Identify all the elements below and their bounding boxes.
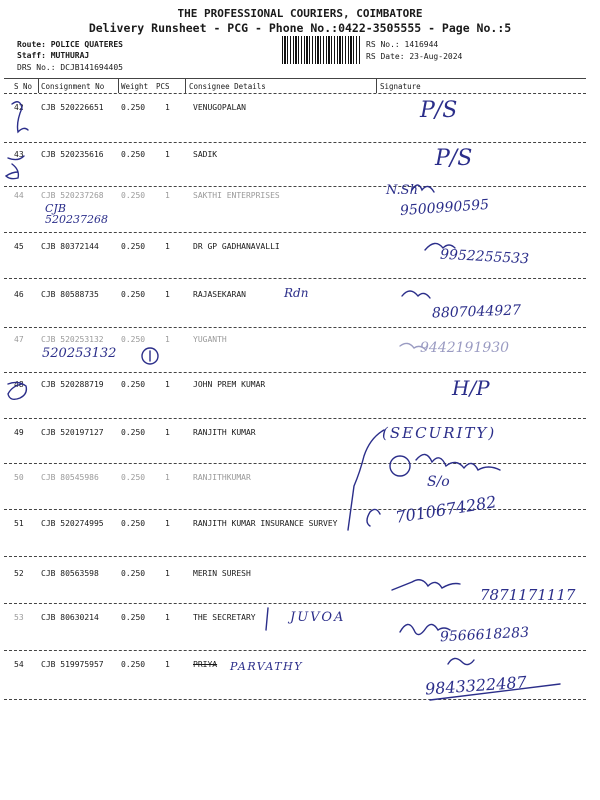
runsheet-title: Delivery Runsheet - PCG - Phone No.:0422-3505555 - Page No.:5 [88,21,512,35]
row-consignee: YUGANTH [193,335,227,344]
row-weight: 0.250 [121,380,146,389]
signature-phone: 8807044927 [431,302,522,322]
row-sno: 42 [14,103,24,112]
row-pcs: 1 [165,613,170,622]
row-consignee: JOHN PREM KUMAR [193,380,266,389]
row-consignment: CJB 80588735 [41,290,99,299]
row-consignment: CJB 520197127 [41,428,104,437]
signature-phone: 7010674282 [394,492,498,527]
row-consignee: VENUGOPALAN [193,103,246,112]
row-weight: 0.250 [121,519,146,528]
row-sno: 50 [14,473,24,482]
column-header-consignee: Consignee Details [189,82,266,91]
row-consignee: RANJITH KUMAR [193,428,256,437]
row-weight: 0.250 [121,150,146,159]
row-weight: 0.250 [121,191,146,200]
circled-mark-47 [142,348,158,364]
signature-scribble-54 [448,658,474,664]
row-consignment: CJB 519975957 [41,660,104,669]
row-weight: 0.250 [121,290,146,299]
column-header-weight: Weight [121,82,149,91]
row-pcs: 1 [165,428,170,437]
check-mark-42 [12,102,28,132]
handwritten-note: JUVOA [290,610,346,625]
row-consignee: SADIK [193,150,218,159]
handwritten-note: 520253132 [42,346,117,361]
row-consignment: CJB 520226651 [41,103,104,112]
rs-number: RS No.: 1416944 [366,40,439,49]
signature: N.Sh [386,183,418,198]
handwritten-note: CJB 520237268 [45,202,108,226]
route-label: Route: POLICE QUATERES [17,40,123,49]
row-sno: 54 [14,660,24,669]
row-pcs: 1 [165,569,170,578]
row-pcs: 1 [165,103,170,112]
signature: P/S [435,146,473,171]
signature-phone: 9843322487 [424,672,528,699]
row-pcs: 1 [165,380,170,389]
row-consignment: CJB 520235616 [41,150,104,159]
row-weight: 0.250 [121,613,146,622]
signature: H/P [452,376,490,400]
signature-scribble-47 [400,343,426,350]
security-bracket-49 [348,430,384,530]
signature-scribble-44 [412,185,434,192]
row-pcs: 1 [165,242,170,251]
signature-scribble-53 [400,624,450,634]
handwritten-note: Rdn [284,286,309,300]
row-consignee: PRIYA [193,660,218,669]
circled-two-49 [390,456,410,476]
handwritten-note: PARVATHY [230,660,303,673]
signature-note: S/o [427,474,450,490]
row-consignee: THE SECRETARY [193,613,256,622]
signature-phone: 9442191930 [420,340,510,356]
row-sno: 46 [14,290,24,299]
column-header-pcs: PCS [156,82,170,91]
column-header-consignment: Consignment No [41,82,105,91]
row-consignment: CJB 80563598 [41,569,99,578]
row-consignee: RAJASEKARAN [193,290,246,299]
row-consignee: SAKTHI ENTERPRISES [193,191,280,200]
row-consignment: CJB 80545986 [41,473,99,482]
row-sno: 48 [14,380,24,389]
row-pcs: 1 [165,473,170,482]
row-sno: 53 [14,613,24,622]
row-consignee: RANJITHKUMAR [193,473,251,482]
row-consignment: CJB 80630214 [41,613,99,622]
row-sno: 43 [14,150,24,159]
row-consignment: CJB 520274995 [41,519,104,528]
row-consignment: CJB 520288719 [41,380,104,389]
row-weight: 0.250 [121,428,146,437]
signature-phone: 7871171117 [480,586,576,604]
row-weight: 0.250 [121,103,146,112]
row-sno: 52 [14,569,24,578]
row-pcs: 1 [165,335,170,344]
row-pcs: 1 [165,150,170,159]
signature: P/S [420,98,458,123]
drs-number: DRS No.: DCJB141694405 [17,63,123,72]
row-consignment: CJB 520253132 [41,335,104,344]
row-consignment: CJB 80372144 [41,242,99,251]
company-title: THE PROFESSIONAL COURIERS, COIMBATORE [177,7,423,20]
row-pcs: 1 [165,191,170,200]
row-sno: 49 [14,428,24,437]
underline-54 [430,684,560,700]
signature-scribble-52 [392,580,460,590]
column-header-sno: S No [14,82,33,91]
row-pcs: 1 [165,660,170,669]
signature-phone: 9952255533 [439,246,530,268]
staff-label: Staff: MUTHURAJ [17,51,90,60]
row-sno: 44 [14,191,24,200]
row-consignee: DR GP GADHANAVALLI [193,242,280,251]
row-sno: 51 [14,519,24,528]
signature-scribble-45 [425,243,455,250]
row-weight: 0.250 [121,242,146,251]
check-mark-43 [6,156,24,179]
check-mark-48 [8,382,26,399]
row-consignment: CJB 520237268 [41,191,104,200]
signature-note: (SECURITY) [382,424,497,442]
row-weight: 0.250 [121,473,146,482]
row-sno: 47 [14,335,24,344]
signature-scribble-49 [416,454,500,470]
row-pcs: 1 [165,290,170,299]
rs-date: RS Date: 23-Aug-2024 [366,52,463,61]
row-weight: 0.250 [121,569,146,578]
divider-slash-53 [266,608,268,630]
row-weight: 0.250 [121,335,146,344]
row-sno: 45 [14,242,24,251]
row-consignee: MERIN SURESH [193,569,251,578]
column-header-signature: Signature [380,82,421,91]
row-consignee: RANJITH KUMAR INSURANCE SURVEY [193,519,338,528]
row-pcs: 1 [165,519,170,528]
signature-phone: 9566618283 [439,624,530,646]
signature-phone: 9500990595 [399,196,490,220]
signature-scribble-46 [402,291,430,298]
row-weight: 0.250 [121,660,146,669]
